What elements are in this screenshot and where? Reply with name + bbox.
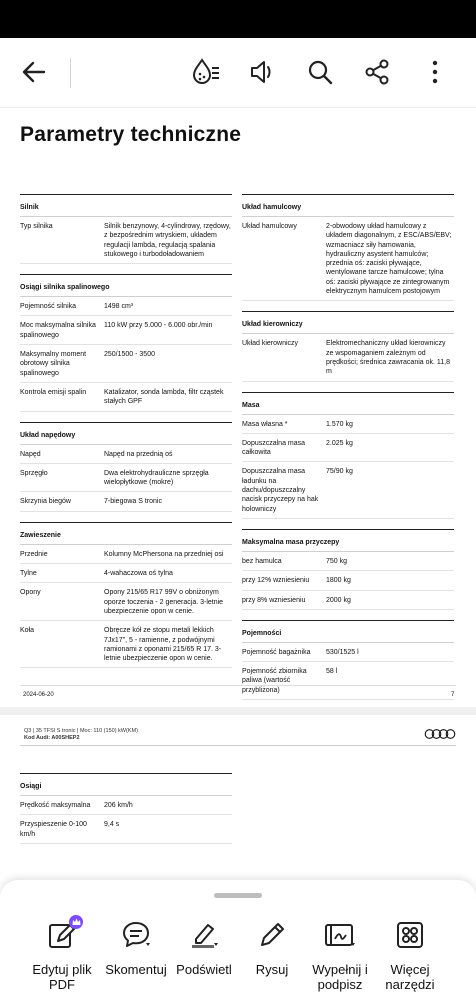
spec-row bbox=[242, 462, 454, 518]
page-footer-divider bbox=[20, 685, 456, 686]
spec-key: Układ kierowniczy bbox=[242, 340, 299, 348]
spec-section bbox=[242, 620, 454, 700]
tool-label: Rysuj bbox=[255, 962, 289, 977]
spec-row bbox=[242, 415, 454, 434]
spec-value: 58 l bbox=[326, 668, 338, 676]
spec-row bbox=[242, 217, 454, 301]
spec-key: Kontrola emisji spalin bbox=[20, 388, 87, 396]
back-button[interactable] bbox=[14, 52, 54, 92]
spec-row bbox=[242, 643, 454, 662]
spec-key: Koła bbox=[20, 627, 35, 635]
spec-key: Moc maksymalna silnika spalinowego bbox=[20, 322, 96, 339]
spec-value: 75/90 kg bbox=[326, 468, 353, 476]
section-gap bbox=[20, 412, 232, 422]
spec-value: 2-obwodowy układ hamulcowy z układem diagonalnym, z ESC/ABS/EBV; wzmacniacz siły hamowania, hydrauliczny asystent hamulców; przednia oś: zaciski pływające, wentylowane tarcze hamulcowe; tylna oś: zaciski pływające ze zintegrowanym elektrycznym hamulcem postojowym bbox=[326, 223, 452, 296]
section-gap bbox=[242, 610, 454, 620]
spec-key: Układ hamulcowy bbox=[242, 223, 297, 230]
section-gap bbox=[242, 519, 454, 529]
spec-section-title: Pojemności bbox=[242, 621, 454, 643]
spec-section bbox=[20, 194, 232, 264]
sign-icon bbox=[323, 919, 357, 951]
tool-label: Skomentuj bbox=[105, 962, 167, 977]
spec-row bbox=[20, 383, 232, 412]
spec-value: 9,4 s bbox=[104, 821, 120, 829]
spec-row bbox=[20, 583, 232, 621]
spec-column-left bbox=[20, 194, 232, 678]
spec-key: Dopuszczalna masa ładunku na dachu/dopuszczalny nacisk przyczepy na hak holowniczy bbox=[242, 468, 319, 513]
spec-key: Pojemność bagażnika bbox=[242, 648, 311, 656]
page2-model-line: Q3 | 35 TFSI S tronic | Moc: 110 (150) kW(KM) bbox=[24, 728, 138, 734]
spec-key: Przyspieszenie 0-100 km/h bbox=[20, 821, 87, 838]
top-toolbar bbox=[0, 38, 476, 108]
spec-row bbox=[242, 571, 454, 590]
page-footer-date: 2024-06-20 bbox=[23, 692, 54, 698]
section-gap bbox=[20, 668, 232, 678]
spec-row bbox=[242, 334, 454, 381]
spec-value: 750 kg bbox=[326, 557, 348, 565]
page2-code-line: Kod Audi: A00SHEP2 bbox=[24, 735, 80, 741]
spec-value: Napęd na przednią oś bbox=[104, 450, 173, 458]
spec-key: Przednie bbox=[20, 550, 48, 558]
bottom-tool-sheet bbox=[0, 880, 476, 998]
page-title: Parametry techniczne bbox=[20, 123, 242, 146]
spec-row bbox=[20, 796, 232, 815]
spec-section-title: Masa bbox=[242, 393, 454, 415]
grid-icon bbox=[394, 919, 426, 951]
spec-key: bez hamulca bbox=[242, 557, 282, 565]
page2-spec-column bbox=[20, 773, 232, 854]
spec-value: Elektromechaniczny układ kierowniczy ze wspomaganiem zależnym od prędkości; średnica zawracania ok. 11,8 m bbox=[326, 340, 450, 376]
spec-key: Tylne bbox=[20, 570, 37, 578]
spec-section bbox=[20, 274, 232, 411]
spec-row bbox=[20, 316, 232, 345]
toolbar-divider bbox=[70, 58, 71, 88]
spec-section-title: Osiągi silnika spalinowego bbox=[20, 275, 232, 297]
highlight-button[interactable] bbox=[166, 918, 242, 994]
spec-value: Kolumny McPhersona na przedniej osi bbox=[104, 550, 224, 558]
pencil-icon bbox=[256, 919, 288, 951]
spec-row bbox=[20, 464, 232, 493]
edit-pdf-button[interactable] bbox=[24, 918, 100, 994]
spec-section-title: Silnik bbox=[20, 195, 232, 217]
comment-icon bbox=[120, 919, 152, 951]
spec-key: Typ silnika bbox=[20, 223, 53, 230]
tool-label: Wypełnij i podpisz bbox=[312, 962, 368, 992]
spec-value: 4-wahaczowa oś tylna bbox=[104, 570, 173, 578]
spec-section bbox=[20, 522, 232, 669]
comment-button[interactable] bbox=[98, 918, 174, 994]
spec-row bbox=[242, 591, 454, 610]
spec-row bbox=[20, 545, 232, 564]
share-button[interactable] bbox=[357, 52, 397, 92]
spec-key: Prędkość maksymalna bbox=[20, 802, 91, 809]
spec-section bbox=[20, 422, 232, 512]
spec-value: Katalizator, sonda lambda, filtr cząstek stałych GPF bbox=[104, 388, 224, 406]
page-break bbox=[0, 707, 476, 715]
spec-value: 1498 cm³ bbox=[104, 303, 134, 311]
spec-key: przy 12% wzniesieniu bbox=[242, 577, 310, 585]
page2-header bbox=[24, 728, 138, 742]
spec-row bbox=[20, 621, 232, 668]
pdf-document-view[interactable] bbox=[0, 108, 476, 888]
spec-key: Pojemność zbiornika paliwa (wartość przybliżona) bbox=[242, 668, 307, 694]
highlight-icon bbox=[188, 919, 220, 951]
spec-section bbox=[20, 773, 232, 844]
spec-key: Pojemność silnika bbox=[20, 303, 77, 311]
spec-key: Napęd bbox=[20, 450, 41, 458]
spec-value: Opony 215/65 R17 99V o obniżonym oporze toczenia - 2 generacja. 3-letnie ubezpieczenie opon w cenie. bbox=[104, 589, 224, 615]
spec-row bbox=[20, 815, 232, 844]
spec-section bbox=[242, 392, 454, 519]
tool-label: Podświetl bbox=[176, 962, 232, 977]
spec-row bbox=[242, 434, 454, 463]
spec-section bbox=[242, 311, 454, 381]
spec-value: 2.025 kg bbox=[326, 439, 353, 447]
read-aloud-button[interactable] bbox=[242, 52, 282, 92]
page2-header-divider bbox=[20, 745, 456, 746]
spec-value: 1800 kg bbox=[326, 577, 351, 585]
spec-section-title: Osiągi bbox=[20, 774, 232, 796]
spec-section-title: Układ kierowniczy bbox=[242, 312, 454, 334]
spec-value: Dwa elektrohydrauliczne sprzęgła wielopłytkowe (mokre) bbox=[104, 469, 209, 487]
spec-section-title: Maksymalna masa przyczepy bbox=[242, 530, 454, 552]
section-gap bbox=[20, 844, 232, 854]
spec-value: Obręcze kół ze stopu metali lekkich 7Jx17", 5 - ramienne, z podwójnymi ramionami z oponami 215/65 R 17. 3-letnie ubezpieczenie opon w cenie. bbox=[104, 627, 222, 663]
spec-row bbox=[20, 297, 232, 316]
spec-section bbox=[242, 529, 454, 610]
spec-key: Masa własna * bbox=[242, 420, 288, 428]
section-gap bbox=[242, 301, 454, 311]
spec-key: Sprzęgło bbox=[20, 469, 48, 477]
spec-value: 206 km/h bbox=[104, 802, 133, 809]
spec-row bbox=[20, 217, 232, 264]
premium-crown-icon bbox=[69, 915, 83, 929]
spec-value: 7-biegowa S tronic bbox=[104, 498, 162, 506]
arrow-left-icon bbox=[20, 58, 48, 86]
spec-row bbox=[20, 445, 232, 464]
search-icon bbox=[306, 58, 334, 86]
spec-column-right bbox=[242, 194, 454, 710]
spec-row bbox=[20, 564, 232, 583]
liquid-mode-icon bbox=[190, 56, 222, 88]
spec-row bbox=[242, 552, 454, 571]
spec-section-title: Układ napędowy bbox=[20, 423, 232, 445]
audi-logo-icon bbox=[424, 728, 456, 740]
spec-key: Maksymalny moment obrotowy silnika spalinowego bbox=[20, 351, 87, 377]
sheet-drag-handle[interactable] bbox=[214, 893, 262, 898]
section-gap bbox=[20, 264, 232, 274]
share-icon bbox=[363, 58, 391, 86]
spec-key: przy 8% wzniesieniu bbox=[242, 596, 306, 604]
liquid-mode-button[interactable] bbox=[186, 52, 226, 92]
spec-value: Silnik benzynowy, 4-cylindrowy, rzędowy, z bezpośrednim wtryskiem, układem regulacji lambda, regulacją spalania stukowego i turbodoładowaniem bbox=[104, 223, 231, 258]
overflow-menu-button[interactable] bbox=[415, 52, 455, 92]
spec-section bbox=[242, 194, 454, 301]
spec-value: 1.570 kg bbox=[326, 420, 353, 428]
spec-key: Dopuszczalna masa całkowita bbox=[242, 439, 306, 457]
search-button[interactable] bbox=[300, 52, 340, 92]
spec-section-title: Układ hamulcowy bbox=[242, 195, 454, 217]
tool-label: Więcej narzędzi bbox=[385, 962, 435, 992]
spec-key: Opony bbox=[20, 589, 41, 597]
speaker-icon bbox=[247, 57, 277, 87]
spec-value: 2000 kg bbox=[326, 596, 351, 604]
more-tools-button[interactable] bbox=[372, 918, 448, 994]
fill-and-sign-button[interactable] bbox=[302, 918, 378, 994]
spec-value: 110 kW przy 5.000 - 6.000 obr./min bbox=[104, 322, 213, 330]
tool-label: Edytuj plik PDF bbox=[32, 962, 92, 992]
spec-section-title: Zawieszenie bbox=[20, 523, 232, 545]
section-gap bbox=[20, 512, 232, 522]
draw-button[interactable] bbox=[234, 918, 310, 994]
spec-row bbox=[20, 345, 232, 383]
more-vertical-icon bbox=[425, 58, 445, 86]
spec-value: 530/1525 l bbox=[326, 648, 359, 656]
spec-key: Skrzynia biegów bbox=[20, 498, 71, 506]
section-gap bbox=[242, 382, 454, 392]
spec-row bbox=[242, 662, 454, 700]
page-number: 7 bbox=[451, 692, 455, 698]
spec-value: 250/1500 - 3500 bbox=[104, 351, 155, 359]
status-bar bbox=[0, 0, 476, 38]
spec-row bbox=[20, 492, 232, 511]
